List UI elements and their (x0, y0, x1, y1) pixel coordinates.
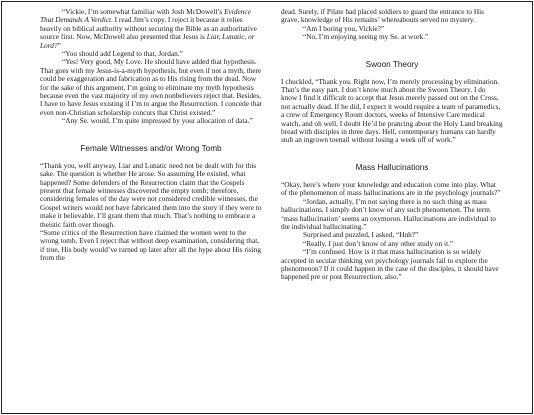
section-heading: Swoon Theory (365, 59, 419, 69)
paragraph: “Any Se. would. I’m quite impressed by your allocation of data.” (62, 116, 253, 126)
section-heading: Female Witnesses and/or Wrong Tomb (80, 143, 222, 153)
paragraph (40, 8, 262, 50)
paragraph: “Really, I just don’t know of any other study on it.” (303, 238, 454, 248)
paragraph: “You should add Legend to that, Jordan.” (62, 49, 183, 59)
paragraph: “Thank you, well anyway, Liar and Lunatic need not be dealt with for this sake. The question is whether He arose. So assuming He existed, what happened? Some defenders of the Resurrection claim that the Gospels present that female witnesses discovered the empty tomb; therefore, considering females of the day were not considered credible witnesses, the Gospel writers would not have fabricated them into the story if they were to make it believable. I’ll grant them that much. That’s nothing to embrace a theistic faith over though. (40, 160, 262, 229)
italic-title: Evidence That Demands A Verdict (40, 7, 251, 25)
paragraph: “Am I boring you, Vickie?” (303, 23, 385, 33)
text-run: ” (57, 40, 61, 50)
italic-title: Liar, Lunatic, or Lord? (40, 32, 255, 50)
paragraph: “I’m confused. How is it that mass hallucination is so widely accepted in secular thinking yet psychology journals fail to explore the phenomenon? If it could happen in the case of the disciples, it should have happened pre or post Resurrection, also.” (281, 247, 499, 282)
paragraph: “Okay, here’s where your knowledge and education come into play. What of the phenomenon of mass hallucinations are in the psychology journals?” (281, 179, 501, 198)
right-column (281, 8, 503, 282)
paragraph: “Yes! Very good, My Love. He should have added that hypothesis. That goes with my Jesus-is-a-myth hypothesis, but even if not a myth, there could be exaggeration and fabrication as to His rising from the dead. Now for the sake of this argument, I’m going to eliminate my myth hypothesis because even the vast majority of my own nonbelievers reject that. Besides, I have to have Jesus existing if I’m to argue the Resurrection. I concede that even non-Christian scholarship concurs that Christ existed.” (40, 57, 262, 117)
paragraph: “Some critics of the Resurrection have claimed the women went to the wrong tomb. Even I reject that without deep examination, considering that, if true, His body would’ve turned up later after all the hype about His rising from the (40, 227, 262, 263)
paragraph: “Jordan, actually, I’m not saying there is no such thing as mass hallucinations. I simply don’t know of any such phenomenon. The term ‘mass hallucination’ seems an oxymoron. Hallucinations are individual to the individual hallucinating.” (281, 196, 496, 231)
paragraph: I chuckled, “Thank you. Right now, I’m merely processing by elimination. That’s the easy part. I don’t know much about the Swoon Theory. I do know I find it difficult to accept that Jesus merely passed out on the Cross, not actually dead. If he did, I expect it would require a team of paramedics, a crew of Emergency Room doctors, weeks of Intensive Care medical watch, and oh well, I doubt He’d be prancing about the Holy Land breaking bread with disciples in three days. Hell, contemporary humans can hardly stub an ingrown toenail without losing a week off of work.” (281, 76, 503, 145)
text-run: . I read Jim’s copy. I reject it because it relies heavily on biblical authority without securing the Bible as an authoritative source first. Now, McDowell also presented that Jesus is (40, 15, 257, 42)
paragraph: Surprised and puzzled, I asked, “Huh?” (303, 230, 419, 240)
document-page (1, 1, 533, 414)
section-heading: Mass Hallucinations (355, 162, 429, 172)
text-run: “Vickie, I’m somewhat familiar with Josh McDowell’s (62, 7, 225, 16)
paragraph: dead. Surely, if Pilate had placed soldiers to guard the entrance to His grave, knowledge of His remains’ whereabouts served no mystery. (281, 7, 484, 25)
left-column (40, 8, 262, 263)
paragraph: “No, I’m enjoying seeing my Se. at work.” (303, 32, 429, 42)
